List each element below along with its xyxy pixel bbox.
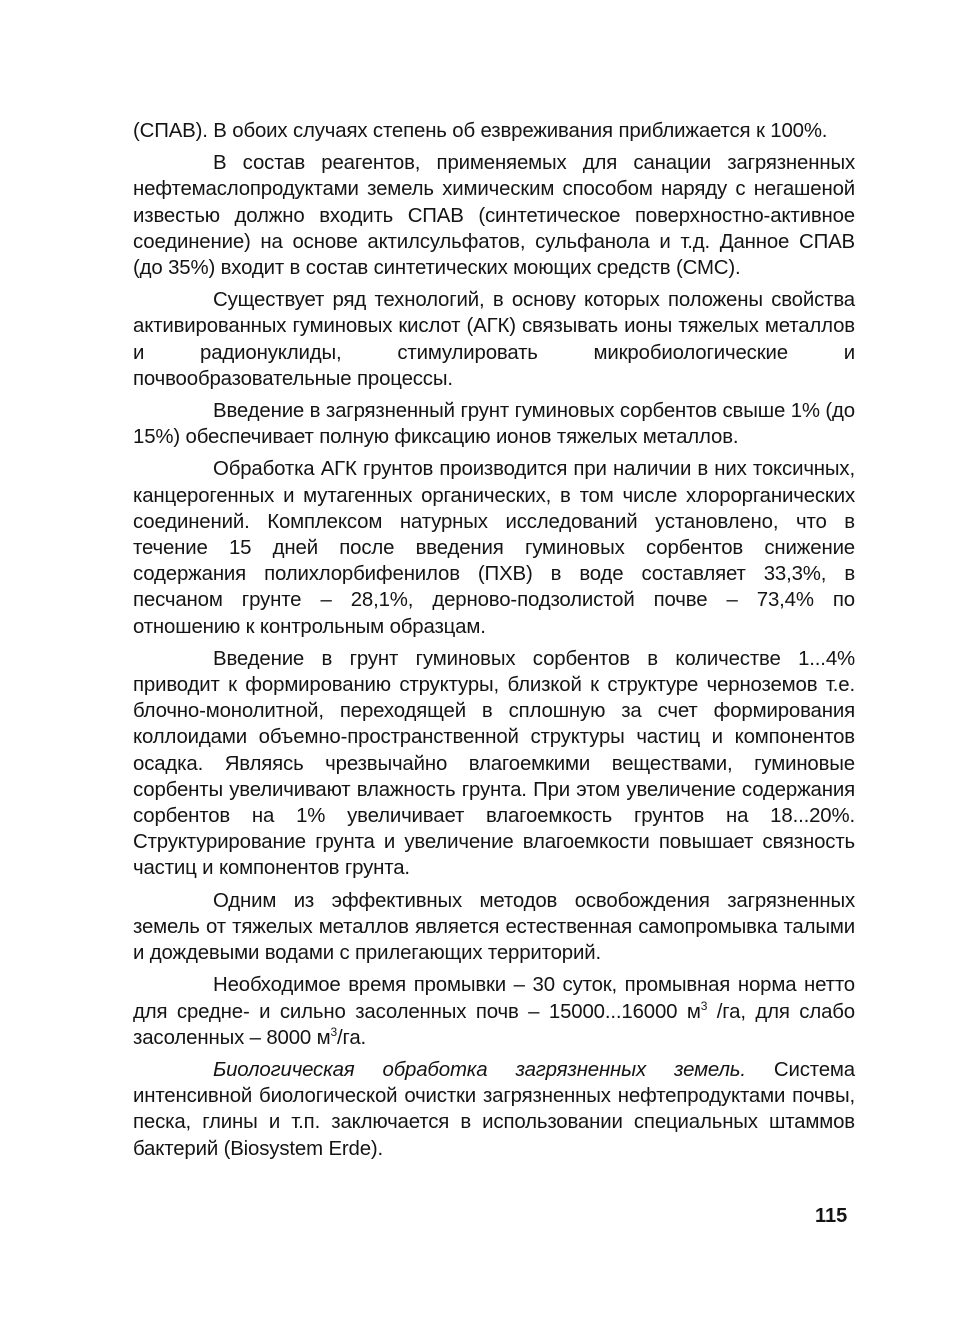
page-number: 115 xyxy=(815,1205,848,1227)
page-body xyxy=(133,118,855,1168)
paragraph-2: В состав реагентов, применяемых для санации загрязненных нефтемаслопродуктами земель химическим способом наряду с негашеной известью должно входить СПАВ (синтетическое поверхностно-активное соединение) на основе актилсульфатов, сульфанола и т.д. Данное СПАВ (до 35%) входит в состав синтетических моющих средств (СМС). xyxy=(133,152,855,280)
superscript-cubic: 3 xyxy=(700,998,708,1013)
paragraph-8 xyxy=(133,972,855,1051)
superscript-cubic: 3 xyxy=(330,1024,338,1039)
paragraph-8-part-a: Необходимое время промывки – 30 суток, промывная норма нетто для средне- и сильно засоленных почв – 15000...16000 м xyxy=(133,974,855,1023)
paragraph-3: Существует ряд технологий, в основу которых положены свойства активированных гуминовых кислот (АГК) связывать ионы тяжелых металлов и радионуклиды, стимулировать микробиологические и почвообразовательные процессы. xyxy=(133,289,855,390)
paragraph-8-part-c: /га. xyxy=(337,1026,367,1049)
paragraph-9-text: Система интенсивной биологической очистки загрязненных нефтепродуктами почвы, песка, глины и т.п. заключается в использовании специальных штаммов бактерий (Biosystem Erde). xyxy=(133,1058,855,1160)
paragraph-6: Введение в грунт гуминовых сорбентов в количестве 1...4% приводит к формированию структуры, близкой к структуре черноземов т.е. блочно-монолитной, переходящей в сплошную за счет формирования коллоидами объемно-пространственной структуры частиц и компонентов осадка. Являясь чрезвычайно влагоемкими веществами, гуминовые сорбенты увеличивают влажность грунта. При этом увеличение содержания сорбентов на 1% увеличивает влагоемкость грунтов на 18...20%. Структурирование грунта и увеличение влагоемкости повышает связность частиц и компонентов грунта. xyxy=(133,647,855,880)
paragraph-1: (СПАВ). В обоих случаях степень об езвреживания приближается к 100%. xyxy=(133,120,828,142)
paragraph-5: Обработка АГК грунтов производится при наличии в них токсичных, канцерогенных и мутагенных органических, в том числе хлорорганических соединений. Комплексом натурных исследований установлено, что в течение 15 дней после введения гуминовых сорбентов снижение содержания полихлорбифенилов (ПХВ) в воде составляет 33,3%, в песчаном грунте – 28,1%, дерново-подзолистой почве – 73,4% по отношению к контрольным образцам. xyxy=(133,458,855,638)
paragraph-4: Введение в загрязненный грунт гуминовых сорбентов свыше 1% (до 15%) обеспечивает полную фиксацию ионов тяжелых металлов. xyxy=(133,400,855,449)
paragraph-8-part-b: /га, для слабо засоленных – 8000 м xyxy=(133,1000,855,1049)
section-heading-italic: Биологическая обработка загрязненных земель. xyxy=(213,1058,746,1081)
paragraph-7: Одним из эффективных методов освобождения загрязненных земель от тяжелых металлов является естественная самопромывка талыми и дождевыми водами с прилегающих территорий. xyxy=(133,889,855,965)
paragraph-9 xyxy=(133,1057,855,1162)
